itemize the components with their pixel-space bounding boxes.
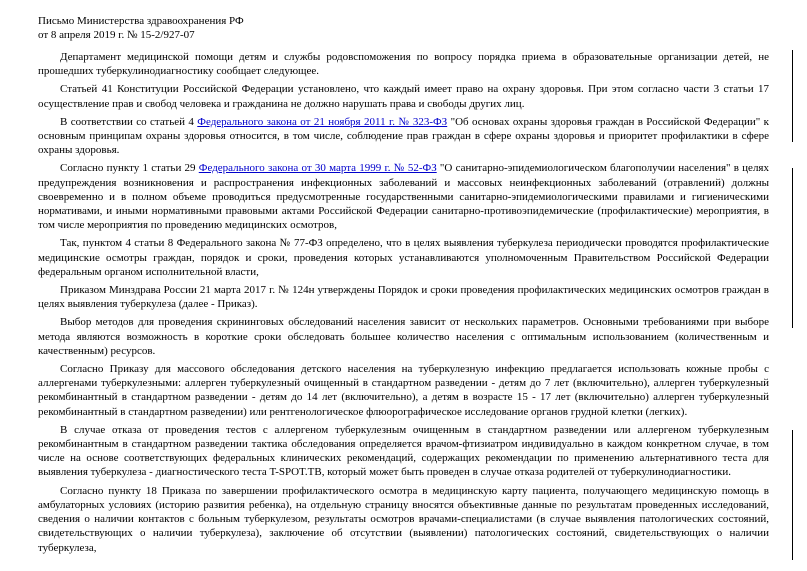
paragraph-intro: Департамент медицинской помощи детям и службы родовспоможения по вопросу порядка приема в образовательные организации детей, не прошедших туберкулинодиагностику сообщает следующее. (38, 51, 769, 78)
paragraph-screening-methods: Выбор методов для проведения скрининговых обследований населения зависит от нескольких параметров. Основными требованиями при выборе метода являются возможность в короткие сроки обследовать большее количество населения с оптимальным использованием (количественным и качественным) ресурсов. (38, 316, 769, 357)
paragraph-text: Согласно пункту 1 статьи 29 (60, 162, 199, 175)
document-header (38, 14, 771, 42)
paragraph-text: "О санитарно-эпидемиологическом благополучии населения" в целях предупреждения возникновения и распространения инфекционных заболеваний и массовых неинфекционных заболеваний (отравлений) должны своевременно и в полном объеме проводиться предусмотренные государственными санитарно-эпидемиологическими правилами и гигиеническими нормативами, и иными нормативными правовыми актами Российской Федерации санитарно-противоэпидемические (профилактические) мероприятия, в том числе мероприятия по проведению медицинских осмотров, (38, 162, 769, 232)
paragraph-law-77: Так, пунктом 4 статьи 8 Федерального закона № 77-ФЗ определено, что в целях выявления туберкулеза периодически проводятся профилактические медицинские осмотры граждан, порядок и сроки, проведения которых устанавливаются уполномоченным Правительством Российской Федерации федеральным органом исполнительной власти, (38, 237, 769, 278)
paragraph-skin-tests: Согласно Приказу для массового обследования детского населения на туберкулезную инфекцию предлагается использовать кожные пробы с аллергенами туберкулезными: аллерген туберкулезный очищенный в стандартном разведении - детям до 7 лет (включительно), аллерген туберкулезный рекомбинантный в стандартном разведении - детям до 14 лет (включительно), а детям в возрасте 15 - 17 лет (включительно) аллерген туберкулезный рекомбинантный в стандартном разведении) или рентгенологическое флюорографическое исследование органов грудной клетки (легких). (38, 363, 769, 418)
law-52-link[interactable]: Федерального закона от 30 марта 1999 г. № 52-ФЗ (198, 162, 437, 175)
margin-rule (792, 168, 793, 328)
paragraph-order-124n: Приказом Минздрава России 21 марта 2017 г. № 124н утверждены Порядок и сроки проведения профилактических медицинских осмотров граждан в целях выявления туберкулеза (далее - Приказ). (38, 284, 769, 311)
document-body (38, 50, 771, 555)
paragraph-constitution: Статьей 41 Конституции Российской Федерации установлено, что каждый имеет право на охрану здоровья. При этом согласно части 3 статьи 17 осуществление прав и свобод человека и гражданина не должно нарушать права и свободы других лиц. (38, 83, 769, 110)
paragraph-medical-record: Согласно пункту 18 Приказа по завершении профилактического осмотра в медицинскую карту пациента, получающего медицинскую помощь в амбулаторных условиях (историю развития ребенка), на отдельную страницу вносятся объективные данные по результатам проведенных исследований, сведения о наличии контактов с больным туберкулезом, результаты осмотров врачами-специалистами (в случае выявления патологических состояний, свидетельствующих о наличии туберкулеза), заключение об отсутствии (выявлении) патологических состояний, свидетельствующих о наличии туберкулеза, (38, 484, 769, 554)
margin-rule (792, 50, 793, 142)
paragraph-refusal: В случае отказа от проведения тестов с аллергеном туберкулезным очищенным в стандартном разведении или аллергеном туберкулезным рекомбинантным в стандартном разведении тактика обследования определяется врачом-фтизиатром индивидуально в каждом конкретном случае, в том числе на основе соответствующих федеральных клинических рекомендаций, содержащих рекомендации по применению альтернативного теста для выявления туберкулеза - диагностического теста T-SPOT.TB, который может быть проведен в случае отказа родителей от туберкулинодиагностики. (38, 423, 769, 479)
law-323-link[interactable]: Федерального закона от 21 ноября 2011 г. № 323-ФЗ (197, 115, 448, 128)
margin-rule (792, 430, 793, 560)
paragraph-text: В соответствии со статьей 4 (60, 115, 198, 128)
paragraph-text: "Об основах охраны здоровья граждан в Российской Федерации" к основным принципам охраны здоровья относится, в том числе, соблюдение прав граждан в сфере охраны здоровья и приоритет профилактики в сфере охраны здоровья. (38, 115, 770, 157)
document-date-number: от 8 апреля 2019 г. № 15-2/927-07 (38, 29, 195, 41)
document-title: Письмо Министерства здравоохранения РФ (38, 15, 244, 27)
paragraph-law-52 (38, 161, 771, 232)
paragraph-law-323 (38, 115, 771, 158)
